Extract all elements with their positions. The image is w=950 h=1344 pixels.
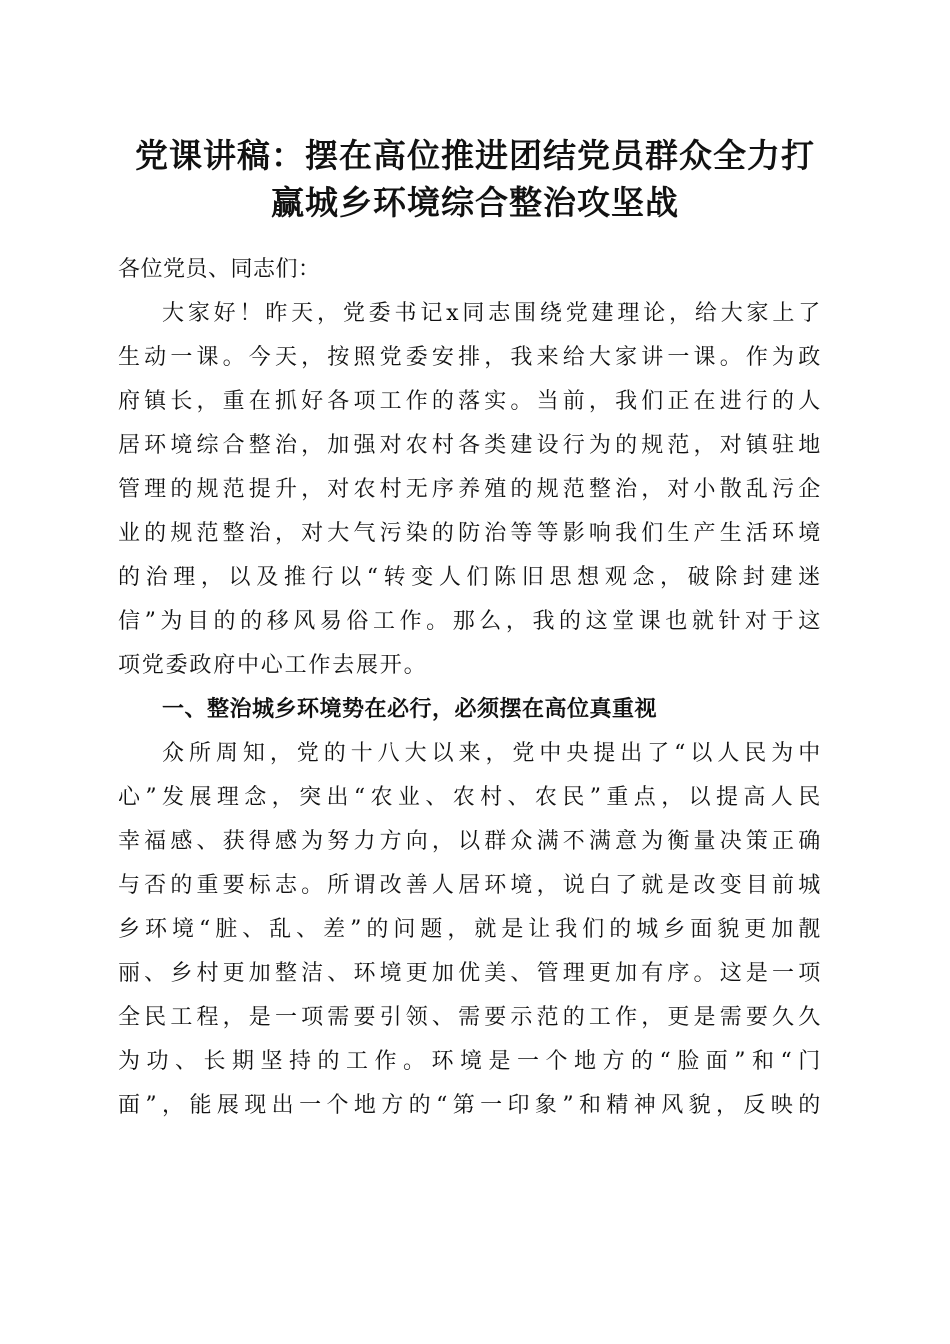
paragraph-line: 心”发展理念，突出“农业、农村、农民”重点，以提高人民 [118, 785, 822, 810]
paragraph-line: 管理的规范提升，对农村无序养殖的规范整治，对小散乱污企 [118, 477, 822, 502]
paragraph-line: 业的规范整治，对大气污染的防治等等影响我们生产生活环境 [118, 521, 822, 546]
paragraph-line: 居环境综合整治，加强对农村各类建设行为的规范，对镇驻地 [118, 433, 822, 458]
paragraph-line: 众所周知，党的十八大以来，党中央提出了“以人民为中 [162, 741, 822, 766]
document-title-line-2: 赢城乡环境综合整治攻坚战 [271, 183, 679, 222]
paragraph-line: 生动一课。今天，按照党委安排，我来给大家讲一课。作为政 [118, 345, 822, 370]
paragraph-line: 大家好！昨天，党委书记x同志围绕党建理论，给大家上了 [162, 301, 822, 326]
document-body [118, 248, 822, 1128]
paragraph-line: 面”，能展现出一个地方的“第一印象”和精神风貌，反映的 [118, 1093, 822, 1118]
paragraph-line: 信”为目的的移风易俗工作。那么，我的这堂课也就针对于这 [118, 609, 822, 634]
paragraph-line: 府镇长，重在抓好各项工作的落实。当前，我们正在进行的人 [118, 389, 822, 414]
greeting: 各位党员、同志们： [118, 257, 321, 282]
paragraph-section-1 [118, 732, 822, 1128]
paragraph-line: 与否的重要标志。所谓改善人居环境，说白了就是改变目前城 [118, 873, 822, 898]
paragraph-line: 项党委政府中心工作去展开。 [118, 653, 428, 678]
paragraph-intro [118, 292, 822, 688]
document-title [100, 132, 850, 226]
paragraph-line: 全民工程，是一项需要引领、需要示范的工作，更是需要久久 [118, 1005, 822, 1030]
paragraph-line: 乡环境“脏、乱、差”的问题，就是让我们的城乡面貌更加靓 [118, 917, 822, 942]
paragraph-line: 为功、长期坚持的工作。环境是一个地方的“脸面”和“门 [118, 1049, 822, 1074]
paragraph-line: 丽、乡村更加整洁、环境更加优美、管理更加有序。这是一项 [118, 961, 822, 986]
document-title-line-1: 党课讲稿：摆在高位推进团结党员群众全力打 [135, 136, 815, 175]
section-heading: 一、整治城乡环境势在必行，必须摆在高位真重视 [162, 697, 658, 722]
paragraph-line: 的治理，以及推行以“转变人们陈旧思想观念，破除封建迷 [118, 565, 822, 590]
paragraph-line: 幸福感、获得感为努力方向，以群众满不满意为衡量决策正确 [118, 829, 822, 854]
